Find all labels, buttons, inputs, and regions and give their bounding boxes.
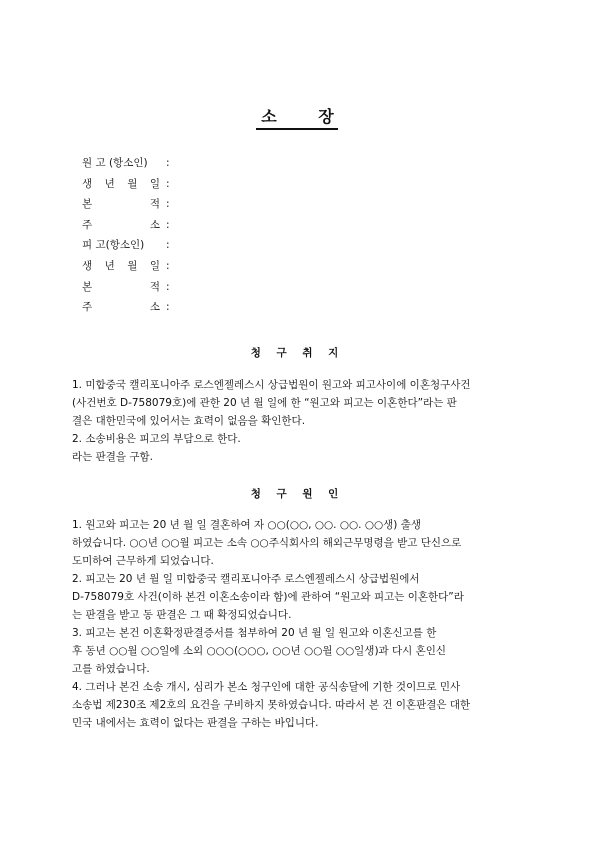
field-colon: : (166, 177, 170, 190)
label-part: 생 (82, 260, 93, 272)
party-field-label (82, 218, 160, 232)
field-colon: : (166, 157, 170, 169)
party-field-label (82, 177, 160, 191)
party-field-label (82, 156, 160, 170)
party-field-row (82, 218, 170, 232)
label-part: 생 (82, 177, 93, 190)
field-colon: : (166, 260, 170, 272)
label-part: 월 (127, 177, 138, 190)
party-field-row (82, 238, 170, 252)
label-part: 년 (104, 260, 115, 272)
claim-cause-body (72, 516, 530, 732)
text-line: 4. 그러나 본건 소송 개시, 심리가 본소 청구인에 대한 공식송달에 기한 것이므로 민사 (72, 681, 461, 693)
label-part: 소 (149, 301, 160, 314)
label-part: 년 (104, 177, 115, 190)
party-field-row (82, 197, 170, 211)
label-part: 피 고(항소인) (82, 239, 145, 252)
text-line: 1. 원고와 피고는 20 년 월 일 결혼하여 자 ○○(○○, ○○. ○○. ○○생) 출생 (72, 519, 422, 531)
text-line: 라는 판결을 구함. (72, 451, 154, 463)
text-line: 2. 소송비용은 피고의 부담으로 한다. (72, 433, 241, 445)
text-line: (사건번호 D-758079호)에 관한 20 년 월 일에 한 “원고와 피고는 이혼한다”라는 판 (72, 397, 457, 409)
text-line: D-758079호 사건(이하 본건 이혼소송이라 함)에 관하여 “원고와 피고는 이혼한다”라 (72, 591, 464, 603)
text-line: 1. 미합중국 캘리포니아주 로스엔젤레스시 상급법원이 원고와 피고사이에 이혼청구사건 (72, 379, 471, 391)
text-line: 2. 피고는 20 년 월 일 미합중국 캘리포니아주 로스엔젤레스시 상급법원에서 (72, 573, 420, 585)
label-part: 소 (149, 218, 160, 231)
text-line: 민국 내에서는 효력이 없다는 판결을 구하는 바입니다. (72, 717, 319, 729)
label-part: 주 (82, 218, 93, 231)
text-line: 3. 피고는 본건 이혼확정판결증서를 첨부하여 20 년 월 일 원고와 이혼신고를 한 (72, 627, 437, 639)
document-title: 소 장 (261, 107, 352, 126)
text-line: 는 판결을 받고 동 판결은 그 때 확정되었습니다. (72, 609, 292, 621)
text-line: 고를 하였습니다. (72, 663, 150, 675)
claim-purpose-body (72, 376, 530, 466)
party-field-label (82, 280, 160, 294)
party-field-row (82, 259, 170, 273)
text-line: 소송법 제230조 제2호의 요건을 구비하지 못하였습니다. 따라서 본 건 이혼판결은 대한 (72, 699, 471, 711)
label-part: 적 (149, 280, 160, 293)
party-field-label (82, 197, 160, 211)
field-colon: : (166, 301, 170, 314)
label-part: 일 (149, 260, 160, 272)
label-part: 주 (82, 301, 93, 314)
party-field-row (82, 177, 170, 191)
label-part: 본 (82, 280, 93, 293)
label-part: 월 (127, 260, 138, 272)
party-field-label (82, 300, 160, 314)
text-line: 도미하여 근무하게 되었습니다. (72, 555, 214, 567)
title-underline (256, 128, 338, 130)
field-colon: : (166, 198, 170, 211)
field-colon: : (166, 280, 170, 293)
party-field-label (82, 238, 160, 252)
text-line: 하였습니다. ○○년 ○○월 피고는 소속 ○○주식회사의 해외근무명령을 받고 단신으로 (72, 537, 462, 549)
label-part: 본 (82, 198, 93, 211)
claim-purpose-heading: 청 구 취 지 (250, 347, 345, 359)
field-colon: : (166, 239, 170, 252)
field-colon: : (166, 218, 170, 231)
text-line: 후 동년 ○○월 ○○일에 소외 ○○○(○○○, ○○년 ○○월 ○○일생)과 다시 혼인신 (72, 645, 447, 657)
text-line: 결은 대한민국에 있어서는 효력이 없음을 확인한다. (72, 415, 306, 427)
party-field-row (82, 280, 170, 294)
label-part: 일 (149, 177, 160, 190)
label-part: 원 고 (항소인) (82, 157, 148, 169)
label-part: 적 (149, 198, 160, 211)
party-field-row (82, 300, 170, 314)
party-field-row (82, 156, 170, 170)
claim-cause-heading: 청 구 원 인 (250, 488, 345, 500)
party-field-label (82, 259, 160, 273)
